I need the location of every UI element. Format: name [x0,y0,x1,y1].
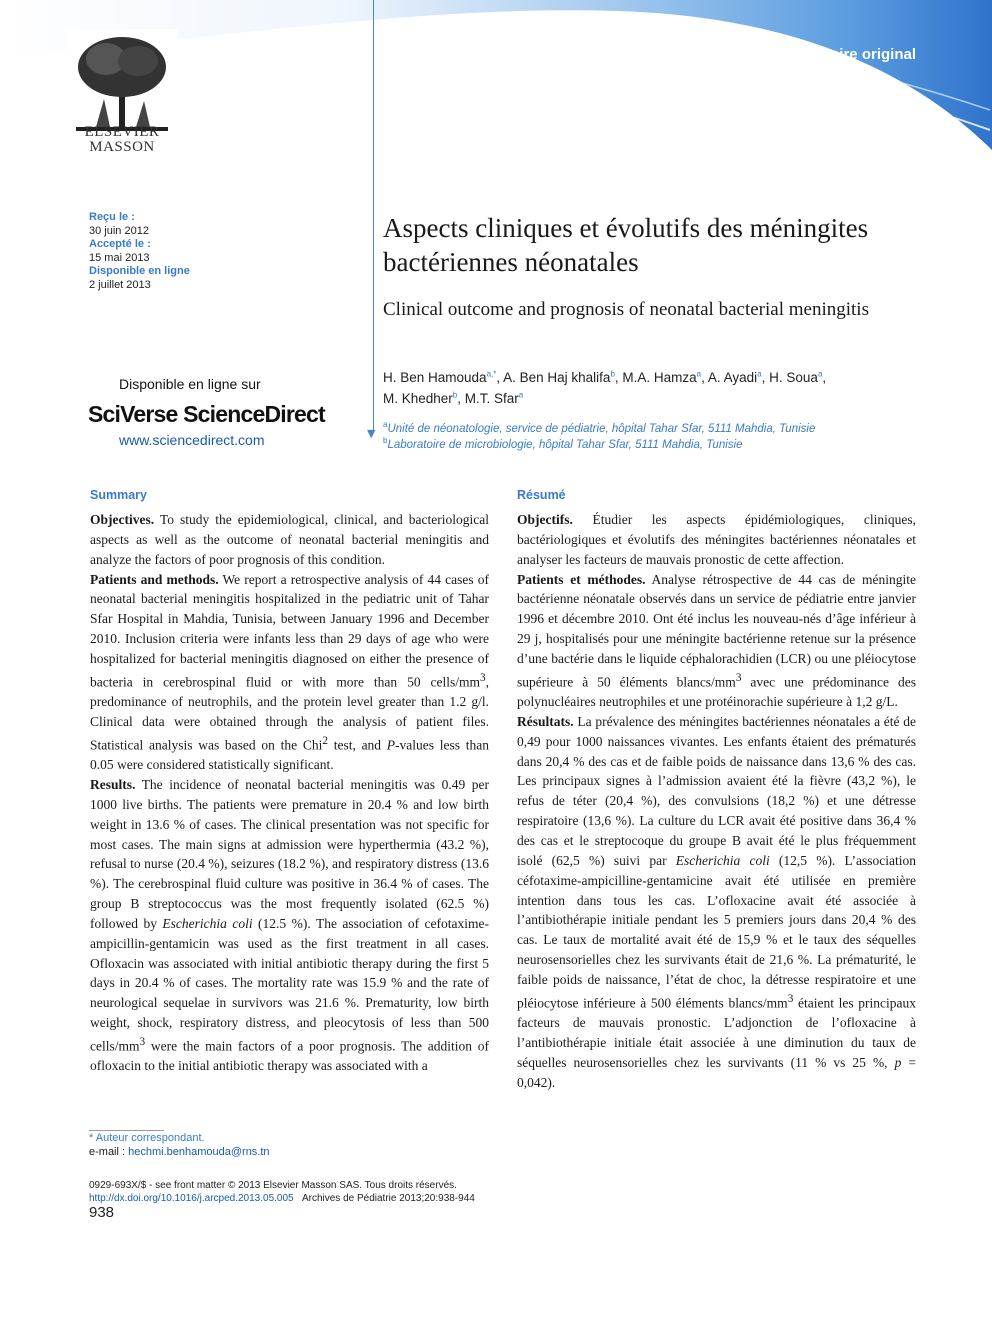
resume-resultats: Résultats. La prévalence des méningites bactériennes néonatales a été de 0,49 pour 1000 naissances vivantes. Les enfants étaient des prématurés dans 20,4 % des cas et de faible poids de naissance dans 13,6 % des cas. Les principaux signes à l’admission avaient été la fièvre (43,2 %), le refus de téter (20,4 %), des convulsions (18,2 %) et une détresse respiratoire (13,6 %). La culture du LCR avait été positive dans 36,4 % des cas et le streptocoque du groupe B avait été le plus fréquemment isolé (62,5 %) suivi par Escherichia coli (12,5 %). L’association céfotaxime-ampicilline-gentamicine avait été utilisée en première intention dans tous les cas. L’ofloxacine avait été associée à l’antibiothérapie initiale pendant les 5 premiers jours dans 20,4 % des cas. Le taux de mortalité avait été de 15,9 % et le taux des séquelles neurosensorielles chez les survivants était de 21,6 %. La prématurité, le faible poids de naissance, l’état de choc, la détresse respiratoire et une pléiocytose inférieure à 500 éléments blancs/$mm^3$ étaient les principaux facteurs de mauvais pronostic. L’adjonction de l’ofloxacine à l’antibiothérapie initiale était associée à une diminution du taux de séquelles neurosensorielles chez les survivants (11 % vs 25 %, p = 0,042). [517,713,916,1090]
author: H. Ben Hamouda$^{a,*}$, [383,369,504,385]
vertical-divider [373,0,374,430]
article-title: Aspects cliniques et évolutifs des méningites bactériennes néonatales [383,213,869,277]
author: M.A. Hamza$^a$, [622,369,708,385]
article-type-badge: Mémoire original [795,46,916,63]
received-label: Reçu le : [89,211,135,223]
author: M.T. Sfar$^a$ [464,390,524,406]
doi-link[interactable]: http://dx.doi.org/10.1016/j.arcped.2013.05.005 [89,1192,294,1204]
affiliation: $^a$Unité de néonatologie, service de pédiatrie, hôpital Tahar Sfar, 5111 Mahdia, Tunisie [383,420,816,435]
summary-objectives: Objectives. To study the epidemiological, clinical, and bacteriological aspects as well as the outcome of neonatal bacterial meningitis and analyze the factors of poor prognosis of this condition. [90,512,489,567]
sciencedirect-logo: SciVerse ScienceDirect [88,401,325,427]
author: M. Khedher$^b$, [383,390,465,406]
footer [89,1180,589,1205]
article-dates [89,211,190,292]
sciencedirect-link[interactable]: www.sciencedirect.com [119,432,265,448]
chevron-down-icon: ▼ [367,427,376,440]
footnote-star: * [89,1132,94,1144]
journal-citation: Archives de Pédiatrie 2013;20:938-944 [301,1192,475,1204]
accepted-label: Accepté le : [89,238,151,250]
email-link[interactable]: hechmi.benhamouda@rns.tn [128,1146,270,1158]
publisher-name-line2: MASSON [89,139,155,155]
summary-methods: Patients and methods. We report a retrospective analysis of 44 cases of neonatal bacterial meningitis hospitalized in the pediatric unit of Tahar Sfar Hospital in Mahdia, Tunisia, between January 1996 and December 2010. Inclusion criteria were infants less than 29 days of age who were hospitalized for bacterial meningitis diagnosed on either the presence of bacteria in cerebrospinal fluid or with more than 50 cells/$mm^3$, predominance of neutrophils, and the protein level greater than 1.2 g/l. Clinical data were obtained through the analysis of patient files. Statistical analysis was based on the Chi$^2$ test, and P-values less than 0.05 were considered statistically significant. [90,571,489,773]
resume-objectifs: Objectifs. Étudier les aspects épidémiologiques, cliniques, bactériologiques et évolutifs des méningites bactériennes néonatales et analyser les facteurs de mauvais pronostic de cette affection. [517,512,916,567]
received-value: 30 juin 2012 [89,224,149,237]
accepted-value: 15 mai 2013 [89,251,150,264]
summary-results: Results. The incidence of neonatal bacterial meningitis was 0.49 per 1000 live births. The patients were premature in 20.4 % and low birth weight in 13.6 % of cases. The clinical presentation was not specific for most cases. The main signs at admission were hyperthermia (43.2 %), refusal to nurse (20.4 %), seizures (18.2 %), and respiratory distress (13.6 %). The cerebrospinal fluid culture was positive in 36.4 % of cases. The group B streptococcus was the most frequently isolated (62.5 %) followed by Escherichia coli (12.5 %). The association of cefotaxime-ampicillin-gentamicin was used as the first treatment in all cases. Ofloxacin was associated with initial antibiotic therapy during the first 5 days in 20.4 % of cases. The mortality rate was 15.9 % and the rate of neurological sequelae in survivors was 21.6 %. Prematurity, low birth weight, shock, respiratory distress, and pleocytosis of less than 500 cells/$mm^3$ were the main factors of a poor prognosis. The addition of ofloxacin to the initial antibiotic therapy was associated with a [90,776,489,1074]
author: H. Soua$^a$, [769,369,827,385]
resume-heading: Résumé [517,488,566,502]
summary-column [90,487,489,1076]
page-number: 938 [89,1204,115,1221]
available-online-label: Disponible en ligne sur [119,376,261,392]
author: A. Ben Haj khalifa$^b$, [503,369,623,385]
author: A. Ayadi$^a$, [707,369,770,385]
summary-heading: Summary [90,488,147,502]
affiliation: $^b$Laboratoire de microbiologie, hôpital Tahar Sfar, 5111 Mahdia, Tunisie [383,436,743,451]
copyright: 0929-693X/$ - see front matter © 2013 Elsevier Masson SAS. Tous droits réservés. [89,1180,457,1191]
author-list [383,365,908,408]
publisher-name-line1: ELSEVIER [84,124,160,140]
resume-column [517,487,916,1092]
article-subtitle: Clinical outcome and prognosis of neonatal bacterial meningitis [383,299,869,320]
online-value: 2 juillet 2013 [89,278,151,291]
resume-methodes: Patients et méthodes. Analyse rétrospective de 44 cas de méningite bactérienne néonatale observés dans un service de pédiatrie entre janvier 1996 et décembre 2010. Ont été inclus les nouveau-nés d’âge inférieur à 29 j, hospitalisés pour une méningite bactérienne retenue sur la présence d’une bactérie dans le liquide céphalorachidien (LCR) ou une pléiocytose supérieure à 50 éléments blancs/$mm^3$ avec une prédominance des polynucléaires neutrophiles et une protéinorachie supérieure à 1,2 g/L. [517,571,916,710]
corresponding-author-label: Auteur correspondant. [95,1132,205,1144]
footnote [89,1131,489,1159]
email-label: e-mail : [89,1146,126,1158]
online-label: Disponible en ligne [89,265,190,277]
